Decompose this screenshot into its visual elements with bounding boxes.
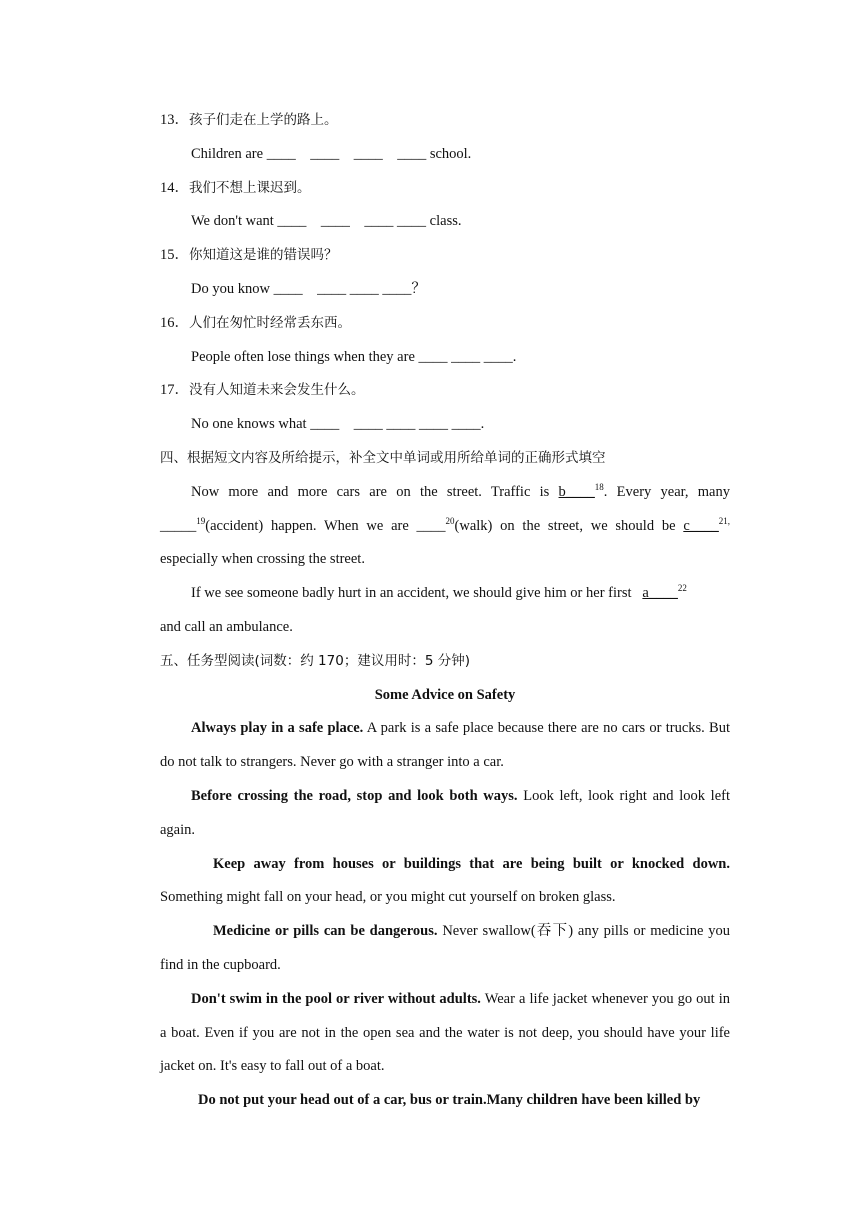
question-prompt: 孩子们走在上学的路上。 <box>189 112 338 128</box>
advice-text: Never swallow(吞下) any pills or medicine you find in the cupboard. <box>160 923 731 973</box>
advice-paragraph-2 <box>160 780 730 848</box>
question-17 <box>160 374 730 408</box>
section-4-heading: 四、根据短文内容及所给提示，补全文中单词或用所给单词的正确形式填空 <box>160 449 606 466</box>
answer-line-16: People often lose things when they are ____ ____ ____. <box>191 348 517 365</box>
advice-heading: Don't swim in the pool or river without adults. <box>191 990 481 1007</box>
advice-text: A park is a safe place because there are no cars or trucks. But do not talk to strangers. Never go with a stranger into a car. <box>160 720 731 771</box>
question-number: 15． <box>160 247 189 264</box>
advice-paragraph-6: Do not put your head out of a car, bus or train.Many children have been killed by <box>198 1092 701 1109</box>
advice-text: Look left, look right and look left again. <box>160 787 730 838</box>
question-prompt: 人们在匆忙时经常丢东西。 <box>189 314 351 331</box>
answer-line-17: No one knows what ____ ____ ____ ____ ____. <box>191 416 485 433</box>
advice-paragraph-5 <box>160 983 730 1084</box>
question-prompt: 你知道这是谁的错误吗？ <box>189 247 338 264</box>
cloze-text: Now more and more cars are on the street. Traffic is <box>191 483 559 500</box>
advice-paragraph-3 <box>160 848 730 916</box>
question-16 <box>160 307 730 341</box>
cloze-text: (walk) on the street, we should be <box>454 517 684 534</box>
blank-number-21: 21, <box>718 515 730 526</box>
worksheet-page <box>160 104 730 1118</box>
cloze-line-4 <box>160 577 730 611</box>
blank-number-18: 18 <box>594 481 604 492</box>
advice-paragraph-1 <box>160 712 730 780</box>
blank-20: ____ <box>416 517 446 534</box>
advice-heading: Medicine or pills can be dangerous. <box>213 923 438 940</box>
question-13 <box>160 104 730 138</box>
blank-21: c____ <box>683 517 719 534</box>
blank-19: _____ <box>160 517 197 534</box>
question-prompt: 没有人知道未来会发生什么。 <box>189 382 365 399</box>
question-15 <box>160 239 730 273</box>
answer-line-13: Children are ____ ____ ____ ____ school. <box>191 145 472 162</box>
question-number: 17． <box>160 382 189 399</box>
advice-paragraph-4 <box>160 915 730 983</box>
blank-number-19: 19 <box>196 515 206 526</box>
question-number: 14． <box>160 179 189 196</box>
cloze-text: . Every year, many <box>603 483 730 500</box>
cloze-text: (accident) happen. When we are <box>205 517 417 534</box>
question-number: 13． <box>160 112 189 128</box>
cloze-line-3: especially when crossing the street. <box>160 551 365 568</box>
question-prompt: 我们不想上课迟到。 <box>189 179 311 196</box>
advice-heading: Keep away from houses or buildings that are being built or knocked down. <box>213 855 730 872</box>
answer-line-14: We don't want ____ ____ ____ ____ class. <box>191 213 462 230</box>
cloze-line-2 <box>160 510 730 544</box>
question-14 <box>160 172 730 206</box>
blank-22: a____ <box>642 585 678 602</box>
cloze-line-1 <box>160 476 730 510</box>
answer-line-15: Do you know ____ ____ ____ ____？ <box>191 280 426 297</box>
cloze-line-5: and call an ambulance. <box>160 618 293 635</box>
advice-heading: Before crossing the road, stop and look both ways. <box>191 787 518 804</box>
advice-heading: Always play in a safe place. <box>191 720 364 737</box>
question-number: 16． <box>160 314 189 331</box>
advice-text: Wear a life jacket whenever you go out in a boat. Even if you are not in the open sea and the water is not deep, you should have your life jacket on. It's easy to fall out of a boat. <box>160 990 730 1075</box>
advice-text: Something might fall on your head, or you might cut yourself on broken glass. <box>160 889 616 906</box>
passage-title: Some Advice on Safety <box>374 686 516 703</box>
section-5-heading: 五、任务型阅读(词数：约 170；建议用时：5 分钟) <box>160 652 470 669</box>
cloze-text: If we see someone badly hurt in an accident, we should give him or her first <box>191 585 643 602</box>
blank-number-22: 22 <box>677 583 687 594</box>
blank-number-20: 20 <box>445 515 455 526</box>
blank-18: b____ <box>558 483 595 500</box>
